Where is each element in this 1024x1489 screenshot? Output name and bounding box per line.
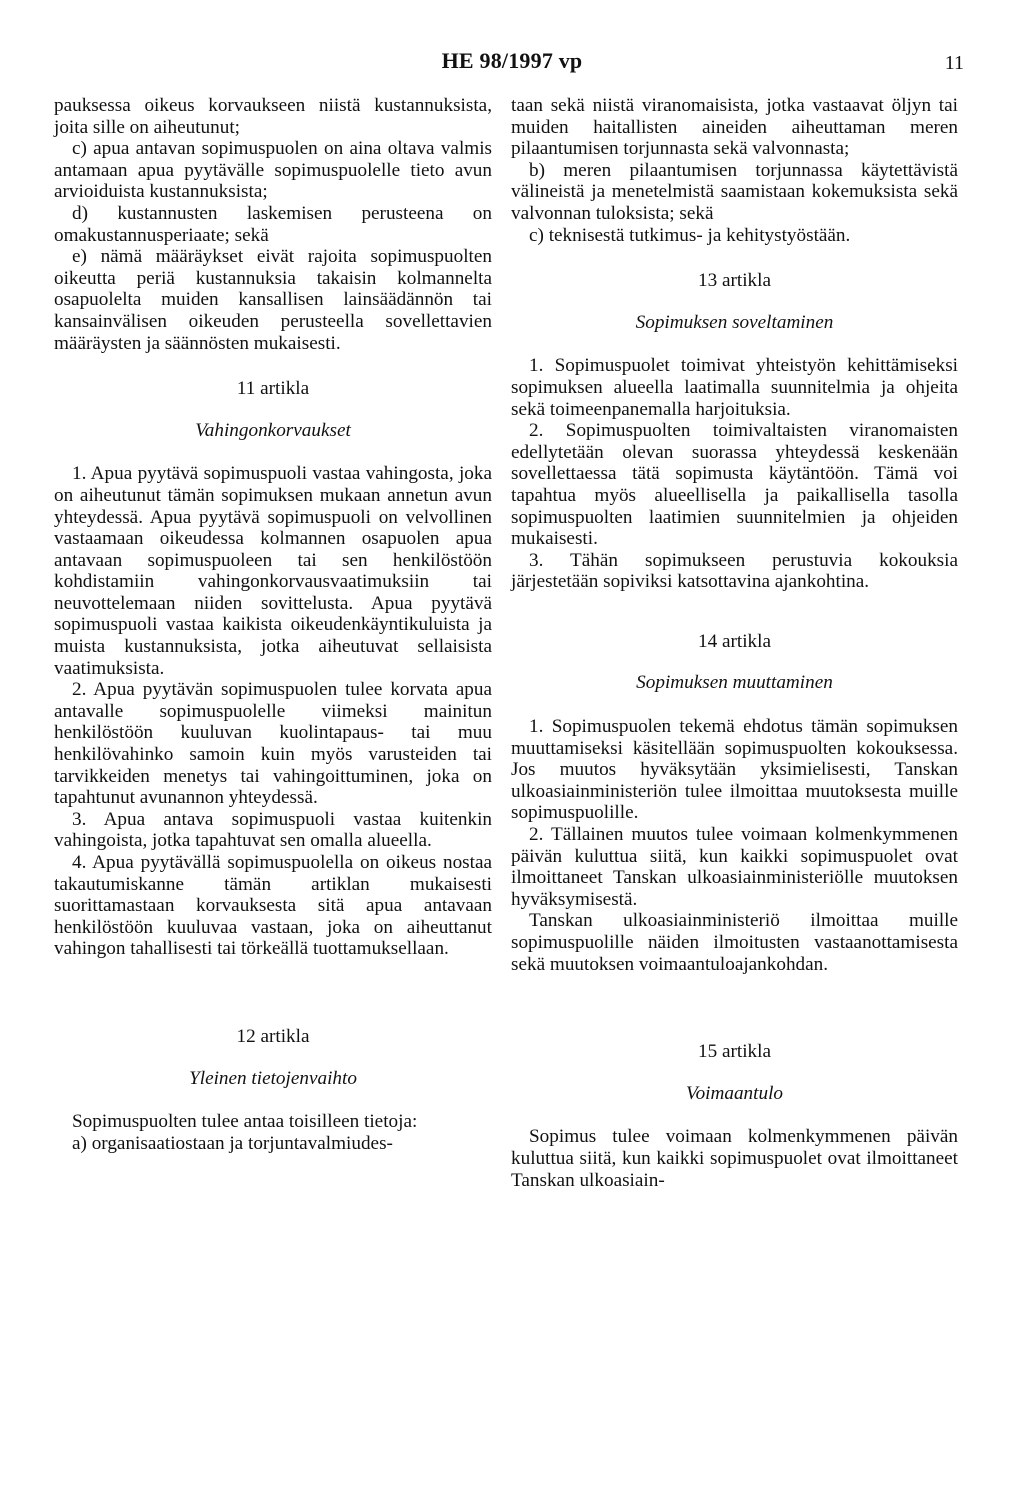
paragraph: b) meren pilaantumisen torjunnassa käytettävistä välineistä ja menetelmistä saamistaan kokemuksista sekä valvonnan tuloksista; sekä <box>511 159 958 224</box>
article-number: 13 artikla <box>698 270 771 292</box>
paragraph: 2. Tällainen muutos tulee voimaan kolmenkymmenen päivän kuluttua siitä, kun kaikki sopimuspuolet ovat ilmoittaneet Tanskan ulkoasiainministeriölle muutoksen hyväksymisestä. <box>511 824 958 910</box>
paragraph: 2. Apua pyytävän sopimuspuolen tulee korvata apua antavalle sopimuspuolelle viimeksi mainitun henkilöstöön kuuluvan kuolintapaus- tai muu henkilövahinko samoin kuin myös varusteiden tai tarvikkeiden menetys tai vahingoittuminen, joka on tapahtunut avunannon yhteydessä. <box>54 679 492 809</box>
article-title: Sopimuksen soveltaminen <box>635 311 834 333</box>
paragraph: taan sekä niistä viranomaisista, jotka vastaavat öljyn tai muiden haitallisten aineiden aiheuttaman meren pilaantumisen torjunnasta sekä valvonnasta; <box>511 95 958 160</box>
paragraph: a) organisaatiostaan ja torjuntavalmiudes- <box>72 1132 393 1154</box>
article-title: Sopimuksen muuttaminen <box>636 672 833 694</box>
paragraph: d) kustannusten laskemisen perusteena on omakustannusperiaate; sekä <box>54 202 492 246</box>
paragraph: e) nämä määräykset eivät rajoita sopimuspuolten oikeutta periä kustannuksia takaisin kolmannelta osapuolelta muiden kansallisen lainsäädännön tai kansainvälisen oikeuden perusteella sovellettavien määräysten ja säännösten mukaisesti. <box>54 246 492 354</box>
article-number: 14 artikla <box>698 630 771 652</box>
section-gap <box>511 975 958 1017</box>
article-title: Vahingonkorvaukset <box>195 419 351 441</box>
section-gap <box>511 593 958 607</box>
paragraph: Tanskan ulkoasiainministeriö ilmoittaa muille sopimuspuolille näiden ilmoitusten vastaanottamisesta sekä muutoksen voimaantuloajankohdan. <box>511 910 958 975</box>
paragraph: 2. Sopimuspuolten toimivaltaisten viranomaisten edellytetään olevan suorassa yhteydessä keskenään sovellettaessa tätä sopimusta käytäntöön. Tämä voi tapahtua myös alueellisella ja paikallisella tasolla sopimuspuolten laatimien suunnitelmien ja ohjeiden mukaisesti. <box>511 420 958 550</box>
paragraph: 3. Tähän sopimukseen perustuvia kokouksia järjestetään sopiviksi katsottavina ajankohtina. <box>511 549 958 593</box>
paragraph: 1. Apua pyytävä sopimuspuoli vastaa vahingosta, joka on aiheutunut tämän sopimuksen mukaan annetun avun yhteydessä. Apua pyytävä sopimuspuoli on velvollinen vastaamaan oikeudessa kolmannen osapuolen apua antavaan sopimuspuoleen tai sen henkilöstöön kohdistamiin vahingonkorvausvaatimuksiin tai neuvottelemaan niiden sovittelusta. Apua pyytävä sopimuspuoli vastaa kaikista oikeudenkäyntikuluista ja muista kustannuksista, jotka aiheutuvat sellaisista vaatimuksista. <box>54 463 492 679</box>
page-number: 11 <box>944 52 964 74</box>
article-number: 11 artikla <box>236 378 310 400</box>
paragraph: 4. Apua pyytävällä sopimuspuolella on oikeus nostaa takautumiskanne tämän artiklan mukaisesti suorittamastaan korvauksesta sitä apua antavaan henkilöstöön kuuluvaa vastaan, joka on aiheuttanut vahingon tahallisesti tai törkeällä tuottamuksellaan. <box>54 852 492 960</box>
paragraph: 1. Sopimuspuolen tekemä ehdotus tämän sopimuksen muuttamiseksi käsitellään sopimuspuolten kokouksessa. Jos muutos hyväksytään yksimielisesti, Tanskan ulkoasiainministeriön tulee ilmoittaa muutoksesta muille sopimuspuolille. <box>511 716 958 824</box>
left-column <box>54 95 492 1154</box>
article-title: Yleinen tietojenvaihto <box>189 1067 357 1089</box>
document-title: HE 98/1997 vp <box>441 48 583 73</box>
paragraph: c) apua antavan sopimuspuolen on aina oltava valmis antamaan apua pyytävälle sopimuspuolelle tieto avun arvioiduista kustannuksista; <box>54 138 492 203</box>
article-number: 15 artikla <box>698 1041 771 1063</box>
paragraph: c) teknisestä tutkimus- ja kehitystyöstään. <box>529 224 851 246</box>
paragraph: Sopimus tulee voimaan kolmenkymmenen päivän kuluttua siitä, kun kaikki sopimuspuolet ovat ilmoittaneet Tanskan ulkoasiain- <box>511 1126 958 1191</box>
right-column <box>511 95 958 1191</box>
paragraph: 3. Apua antava sopimuspuoli vastaa kuitenkin vahingoista, jotka tapahtuvat sen omalla alueella. <box>54 808 492 852</box>
paragraph: pauksessa oikeus korvaukseen niistä kustannuksista, joita sille on aiheutunut; <box>54 95 492 138</box>
paragraph: 1. Sopimuspuolet toimivat yhteistyön kehittämiseksi sopimuksen alueella laatimalla suunnitelmia ja ohjeita sekä toimeenpanemalla harjoituksia. <box>511 355 958 420</box>
article-title: Voimaantulo <box>685 1082 783 1104</box>
section-gap <box>54 960 492 1002</box>
article-number: 12 artikla <box>236 1025 310 1047</box>
paragraph: Sopimuspuolten tulee antaa toisilleen tietoja: <box>72 1111 418 1133</box>
